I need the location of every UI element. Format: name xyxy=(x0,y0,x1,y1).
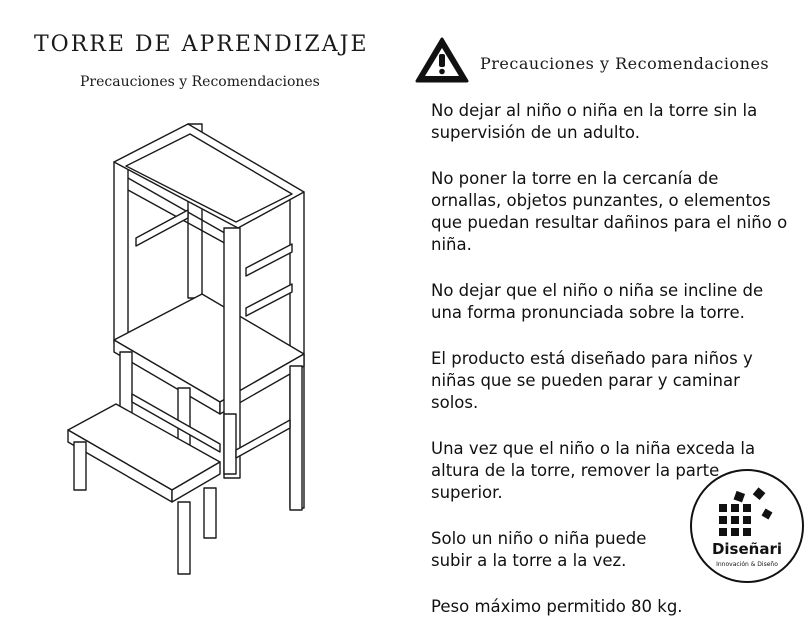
page-subtitle: Precauciones y Recomendaciones xyxy=(80,74,320,90)
learning-tower-drawing xyxy=(60,118,320,580)
precautions-heading: Precauciones y Recomendaciones xyxy=(480,54,770,73)
list-item: No dejar que el niño o niña se incline de una forma pronunciada sobre la torre. xyxy=(431,281,764,322)
page-title: TORRE DE APRENDIZAJE xyxy=(34,32,369,57)
brand-logo xyxy=(689,468,805,584)
logo-tagline: Innovación & Diseño xyxy=(716,561,778,568)
warning-triangle-icon xyxy=(414,36,470,84)
logo-name: Diseñari xyxy=(711,540,783,558)
list-item: No dejar al niño o niña en la torre sin la supervisión de un adulto. xyxy=(431,101,758,142)
list-item: El producto está diseñado para niños y niñas que se pueden parar y caminar solos. xyxy=(431,349,753,412)
list-item: Una vez que el niño o la niña exceda la altura de la torre, remover la parte superior. xyxy=(431,439,756,502)
list-item: Solo un niño o niña puede subir a la torre a la vez. xyxy=(431,529,647,570)
list-item: No poner la torre en la cercanía de ornallas, objetos punzantes, o elementos que puedan resultar dañinos para el niño o niña. xyxy=(431,169,788,254)
list-item: Peso máximo permitido 80 kg. xyxy=(431,597,683,616)
